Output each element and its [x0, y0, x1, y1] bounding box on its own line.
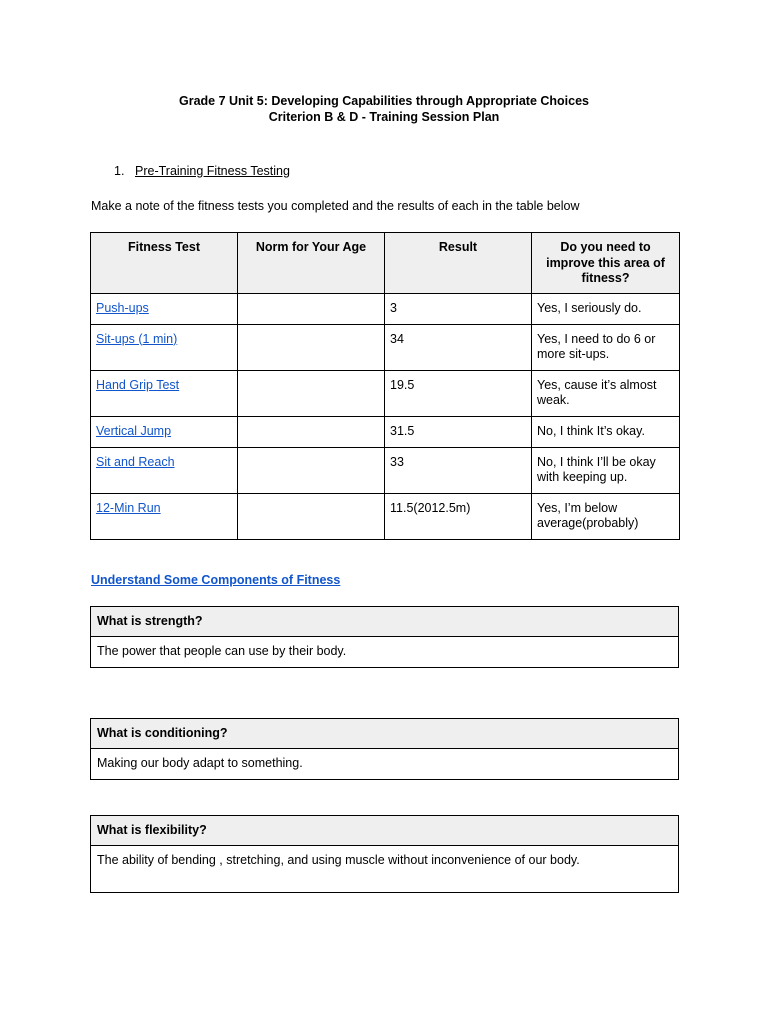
table-row [91, 370, 680, 416]
fitness-test-table [90, 232, 680, 540]
norm-cell [238, 493, 385, 539]
question-box-flexibility [90, 815, 679, 893]
improve-cell: Yes, I seriously do. [532, 293, 680, 324]
table-row [91, 416, 680, 447]
table-row [91, 293, 680, 324]
header-result: Result [385, 233, 532, 294]
question-conditioning: What is conditioning? [91, 719, 679, 749]
section-number: 1. [114, 164, 125, 178]
components-heading-link[interactable]: Understand Some Components of Fitness [91, 573, 341, 587]
result-cell: 19.5 [385, 370, 532, 416]
answer-flexibility: The ability of bending , stretching, and using muscle without inconvenience of our body. [91, 846, 679, 893]
norm-cell [238, 447, 385, 493]
table-row [91, 324, 680, 370]
header-fitness-test: Fitness Test [91, 233, 238, 294]
link-vertical-jump[interactable]: Vertical Jump [96, 423, 172, 438]
improve-cell: No, I think I’ll be okay with keeping up. [532, 447, 680, 493]
header-improve: Do you need to improve this area of fitness? [532, 233, 680, 294]
link-12-min-run[interactable]: 12-Min Run [96, 500, 161, 515]
question-box-conditioning [90, 718, 679, 780]
table-row [91, 447, 680, 493]
table-row [91, 493, 680, 539]
page-title-line-1: Grade 7 Unit 5: Developing Capabilities through Appropriate Choices [178, 94, 589, 108]
test-cell [91, 416, 238, 447]
norm-cell [238, 370, 385, 416]
question-flexibility: What is flexibility? [91, 816, 679, 846]
norm-cell [238, 293, 385, 324]
norm-cell [238, 324, 385, 370]
answer-conditioning: Making our body adapt to something. [91, 749, 679, 780]
test-cell [91, 447, 238, 493]
test-cell [91, 493, 238, 539]
test-cell [91, 324, 238, 370]
table-header-row [91, 233, 680, 294]
link-hand-grip-test[interactable]: Hand Grip Test [96, 377, 180, 392]
link-push-ups[interactable]: Push-ups [96, 300, 149, 315]
page-title [0, 93, 768, 125]
header-norm: Norm for Your Age [238, 233, 385, 294]
section-heading-pre-training [114, 163, 290, 179]
result-cell: 34 [385, 324, 532, 370]
norm-cell [238, 416, 385, 447]
result-cell: 33 [385, 447, 532, 493]
test-cell [91, 370, 238, 416]
answer-strength: The power that people can use by their body. [91, 637, 679, 668]
page-title-line-2: Criterion B & D - Training Session Plan [268, 110, 500, 124]
result-cell: 31.5 [385, 416, 532, 447]
question-box-strength [90, 606, 679, 668]
result-cell: 3 [385, 293, 532, 324]
test-cell [91, 293, 238, 324]
improve-cell: Yes, I’m below average(probably) [532, 493, 680, 539]
result-cell: 11.5(2012.5m) [385, 493, 532, 539]
question-strength: What is strength? [91, 607, 679, 637]
instruction-text: Make a note of the fitness tests you completed and the results of each in the table below [91, 199, 580, 213]
improve-cell: Yes, cause it’s almost weak. [532, 370, 680, 416]
improve-cell: No, I think It’s okay. [532, 416, 680, 447]
section-label: Pre-Training Fitness Testing [135, 164, 290, 178]
link-sit-ups[interactable]: Sit-ups (1 min) [96, 331, 178, 346]
improve-cell: Yes, I need to do 6 or more sit-ups. [532, 324, 680, 370]
link-sit-and-reach[interactable]: Sit and Reach [96, 454, 175, 469]
